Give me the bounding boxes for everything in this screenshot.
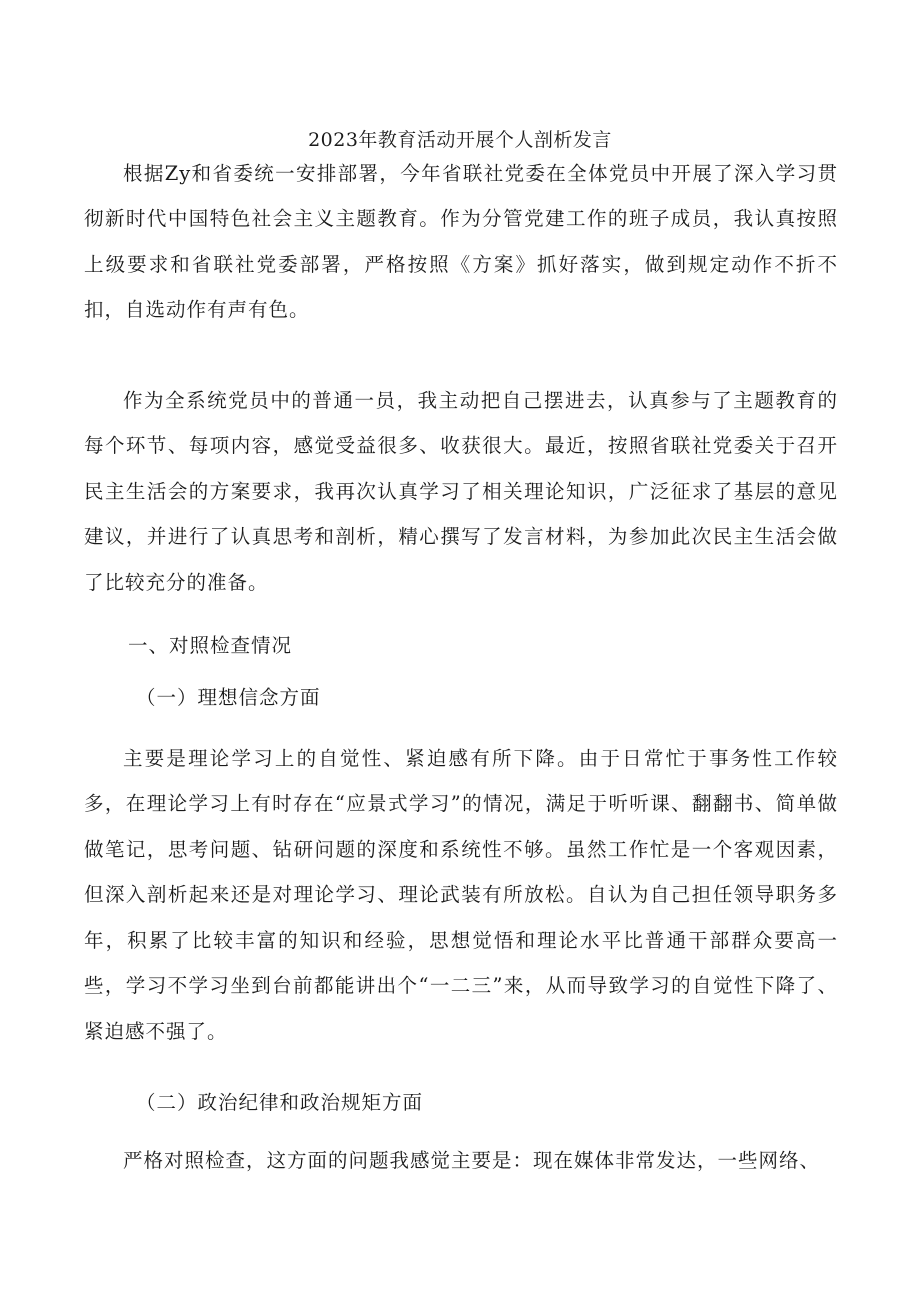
body-paragraph: 作为全系统党员中的普通一员，我主动把自己摆进去，认真参与了主题教育的每个环节、每项内容，感觉受益很多、收获很大。最近，按照省联社党委关于召开民主生活会的方案要求，我再次认真学习了相关理论知识，广泛征求了基层的意见建议，并进行了认真思考和剖析，精心撰写了发言材料，为参加此次民主生活会做了比较充分的准备。 <box>84 388 838 594</box>
ideals-paragraph: 主要是理论学习上的自觉性、紧迫感有所下降。由于日常忙于事务性工作较多，在理论学习上有时存在“应景式学习”的情况，满足于听听课、翻翻书、简单做做笔记，思考问题、钻研问题的深度和系统性不够。虽然工作忙是一个客观因素，但深入剖析起来还是对理论学习、理论武装有所放松。自认为自己担任领导职务多年，积累了比较丰富的知识和经验，思想觉悟和理论水平比普通干部群众要高一些，学习不学习坐到台前都能讲出个“一二三”来，从而导致学习的自觉性下降了、紧迫感不强了。 <box>84 746 838 1043</box>
subsection-heading-discipline: （二）政治纪律和政治规矩方面 <box>136 1091 424 1114</box>
document-title: 2023年教育活动开展个人剖析发言 <box>308 129 612 151</box>
intro-paragraph: 根据Zy和省委统一安排部署，今年省联社党委在全体党员中开展了深入学习贯彻新时代中国特色社会主义主题教育。作为分管党建工作的班子成员，我认真按照上级要求和省联社党委部署，严格按照《方案》抓好落实，做到规定动作不折不扣，自选动作有声有色。 <box>84 161 838 321</box>
section-heading: 一、对照检查情况 <box>128 634 293 657</box>
discipline-paragraph: 严格对照检查，这方面的问题我感觉主要是：现在媒体非常发达，一些网络、 <box>123 1148 821 1172</box>
subsection-heading-ideals: （一）理想信念方面 <box>136 686 321 709</box>
